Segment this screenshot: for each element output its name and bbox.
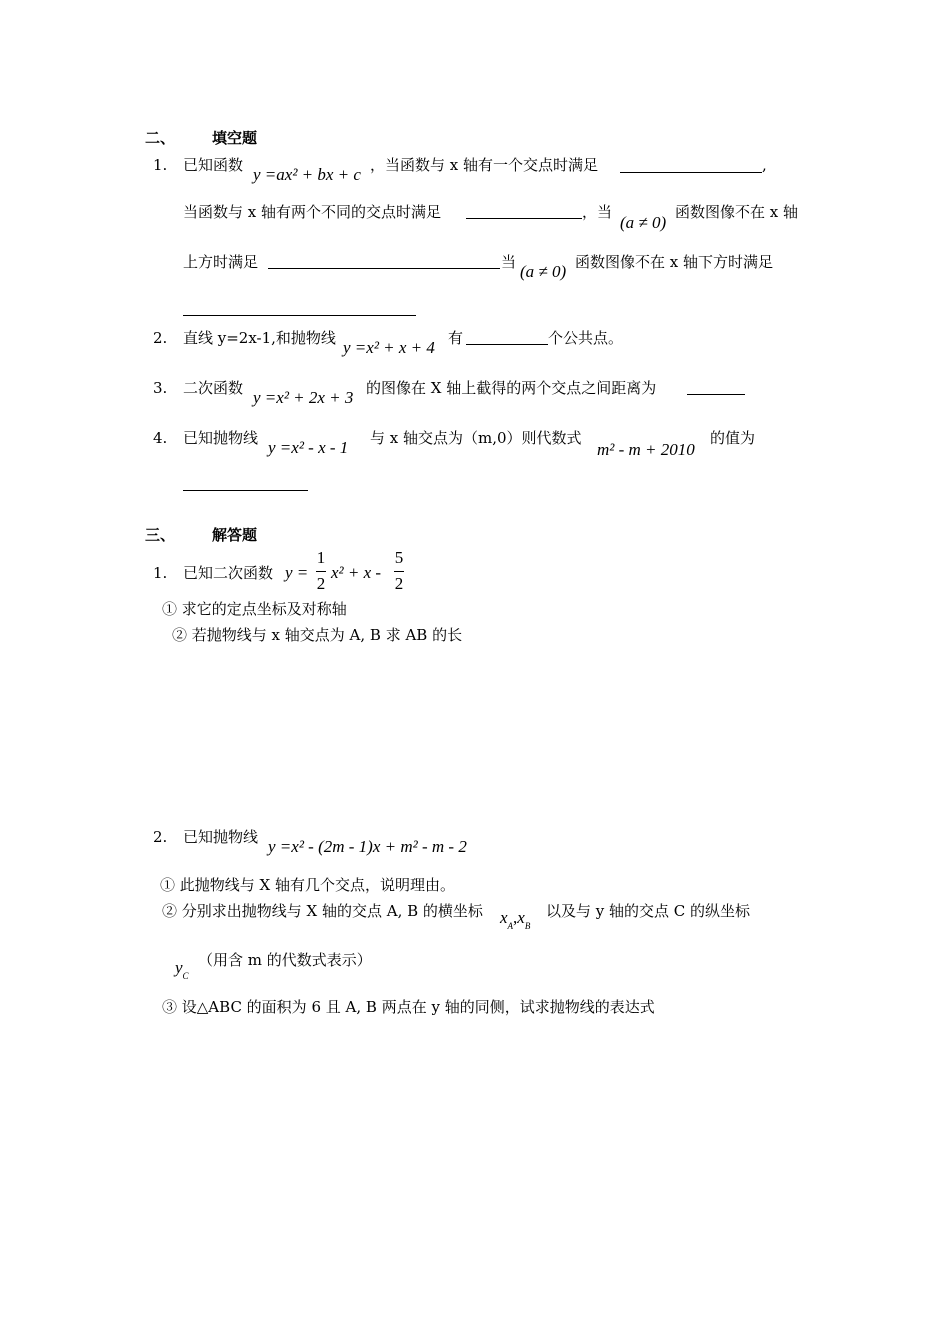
- s3q1-text-a: 已知二次函数: [183, 564, 274, 582]
- s3q2-yc-var: y: [175, 958, 183, 977]
- s3q2-xb: x: [517, 908, 525, 927]
- section2-number: 二、: [145, 129, 176, 147]
- s3q2-part3: ③ 设△ABC 的面积为 6 且 A, B 两点在 y 轴的同侧，试求抛物线的表达式: [162, 998, 655, 1016]
- s3q2-part2-c: （用含 m 的代数式表示）: [198, 951, 372, 969]
- q3-blank: [687, 394, 745, 395]
- q1-text-2c: 函数图像不在 x 轴: [675, 203, 798, 221]
- s3q2-yc: [175, 958, 189, 986]
- s3q1-part1: ① 求它的定点坐标及对称轴: [162, 600, 347, 618]
- s3q2-number: 2.: [153, 828, 168, 846]
- s3q2-part1: ① 此抛物线与 X 轴有几个交点，说明理由。: [160, 876, 455, 894]
- section3-heading: 解答题: [212, 526, 258, 544]
- s3q2-xa-sub: A: [507, 921, 514, 931]
- s3q1-frac1-bar: [316, 571, 326, 572]
- s3q1-frac2-denominator: 2: [394, 574, 404, 593]
- q1-blank-1: [620, 172, 762, 173]
- q2-blank: [466, 344, 548, 345]
- s3q1-formula-lhs: y =: [285, 563, 309, 582]
- q3-text-a: 二次函数: [183, 379, 244, 397]
- q1-text-3b: 当: [501, 253, 517, 271]
- s3q2-yc-sub: C: [182, 971, 189, 981]
- q2-formula: y =x² + x + 4: [343, 338, 435, 357]
- q1-text-3c: 函数图像不在 x 轴下方时满足: [575, 253, 773, 271]
- q2-text-c: 个公共点。: [548, 329, 624, 347]
- s3q2-xa-xb: [500, 908, 530, 936]
- s3q1-number: 1.: [153, 564, 168, 582]
- s3q2-xa: x: [500, 908, 508, 927]
- q1-text-1c: ,: [762, 156, 767, 174]
- q1-condition-2: (a ≠ 0): [520, 262, 567, 281]
- section2-heading: 填空题: [212, 129, 258, 147]
- q4-number: 4.: [153, 429, 168, 447]
- s3q2-text-a: 已知抛物线: [183, 828, 259, 846]
- q4-text-c: 的值为: [710, 429, 756, 447]
- q4-formula: y =x² - x - 1: [268, 438, 349, 457]
- s3q2-part2-a: ② 分别求出抛物线与 X 轴的交点 A, B 的横坐标: [162, 902, 483, 920]
- s3q1-frac1-numerator: 1: [316, 548, 326, 567]
- q3-number: 3.: [153, 379, 168, 397]
- s3q1-frac2-numerator: 5: [394, 548, 404, 567]
- q1-text-1b: ，当函数与 x 轴有一个交点时满足: [370, 156, 598, 174]
- q4-text-a: 已知抛物线: [183, 429, 259, 447]
- q1-blank-2: [466, 218, 582, 219]
- s3q1-frac2-bar: [394, 571, 404, 572]
- q1-text-2b: ，当: [582, 203, 613, 221]
- s3q2-part2-b: 以及与 y 轴的交点 C 的纵坐标: [546, 902, 751, 920]
- q1-blank-4: [183, 315, 416, 316]
- q3-formula: y =x² + 2x + 3: [253, 388, 354, 407]
- q4-expression: m² - m + 2010: [597, 440, 695, 459]
- q1-condition-1: (a ≠ 0): [620, 213, 667, 232]
- s3q1-part2: ② 若抛物线与 x 轴交点为 A, B 求 AB 的长: [172, 626, 463, 644]
- q2-text-a: 直线 y=2x-1,和抛物线: [183, 329, 336, 347]
- s3q1-formula-mid: x² + x -: [331, 563, 382, 582]
- q3-text-b: 的图像在 X 轴上截得的两个交点之间距离为: [366, 379, 657, 397]
- q1-number: 1.: [153, 156, 168, 174]
- s3q2-formula: y =x² - (2m - 1)x + m² - m - 2: [268, 837, 467, 856]
- q2-number: 2.: [153, 329, 168, 347]
- s3q2-separator: ,: [513, 908, 518, 927]
- s3q2-xb-sub: B: [524, 921, 531, 931]
- q1-text-2a: 当函数与 x 轴有两个不同的交点时满足: [183, 203, 441, 221]
- s3q1-frac1-denominator: 2: [316, 574, 326, 593]
- q1-text-3a: 上方时满足: [183, 253, 259, 271]
- q1-formula: y =ax² + bx + c: [253, 165, 361, 184]
- q1-blank-3: [268, 268, 500, 269]
- q4-blank: [183, 490, 308, 491]
- q2-text-b: 有: [448, 329, 464, 347]
- q4-text-b: 与 x 轴交点为（m,0）则代数式: [370, 429, 582, 447]
- q1-text-1a: 已知函数: [183, 156, 244, 174]
- section3-number: 三、: [145, 526, 176, 544]
